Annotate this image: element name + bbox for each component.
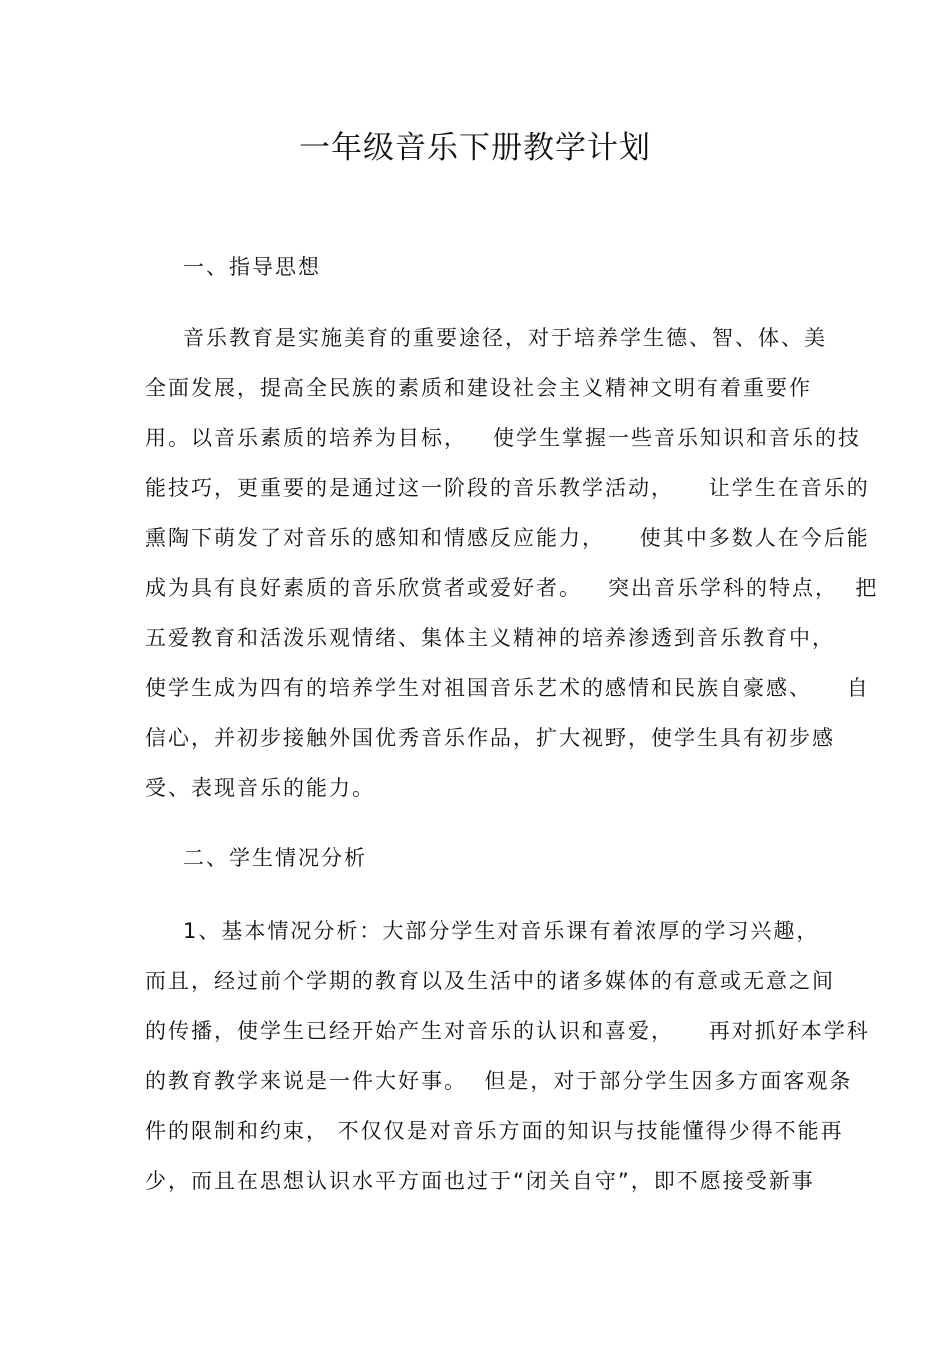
paragraph-line: 的教育教学来说是一件大好事。 但是，对于部分学生因多方面客观条 [145, 1069, 853, 1093]
section-heading-guiding-ideology: 一、指导思想 [183, 255, 321, 279]
paragraph-line: 受、表现音乐的能力。 [145, 776, 375, 800]
paragraph-line: 五爱教育和活泼乐观情绪、集体主义精神的培养渗透到音乐教育中， [145, 626, 835, 650]
paragraph-line: 全面发展，提高全民族的素质和建设社会主义精神文明有着重要作 [145, 376, 812, 400]
paragraph-line: 用。以音乐素质的培养为目标， 使学生掌握一些音乐知识和音乐的技 [145, 426, 862, 450]
paragraph-line: 少，而且在思想认识水平方面也过于“闭关自守”，即不愿接受新事 [145, 1169, 815, 1193]
paragraph-line: 熏陶下萌发了对音乐的感知和情感反应能力， 使其中多数人在今后能 [145, 526, 870, 550]
paragraph-line: 成为具有良好素质的音乐欣赏者或爱好者。 突出音乐学科的特点， 把 [145, 576, 879, 600]
paragraph-line: 的传播，使学生已经开始产生对音乐的认识和喜爱， 再对抓好本学科 [145, 1019, 870, 1043]
paragraph-line: 能技巧，更重要的是通过这一阶段的音乐教学活动， 让学生在音乐的 [145, 476, 870, 500]
section-heading-student-analysis: 二、学生情况分析 [183, 846, 367, 870]
paragraph-line: 而且，经过前个学期的教育以及生活中的诸多媒体的有意或无意之间 [145, 969, 835, 993]
paragraph-line: 1、基本情况分析：大部分学生对音乐课有着浓厚的学习兴趣， [183, 919, 820, 943]
paragraph-line: 音乐教育是实施美育的重要途径，对于培养学生德、智、体、美 [183, 326, 827, 350]
paragraph-line: 件的限制和约束， 不仅仅是对音乐方面的知识与技能懂得少得不能再 [145, 1119, 844, 1143]
paragraph-line: 信心，并初步接触外国优秀音乐作品，扩大视野，使学生具有初步感 [145, 726, 835, 750]
paragraph-line: 使学生成为四有的培养学生对祖国音乐艺术的感情和民族自豪感、 自 [145, 676, 870, 700]
document-title: 一年级音乐下册教学计划 [299, 130, 651, 166]
